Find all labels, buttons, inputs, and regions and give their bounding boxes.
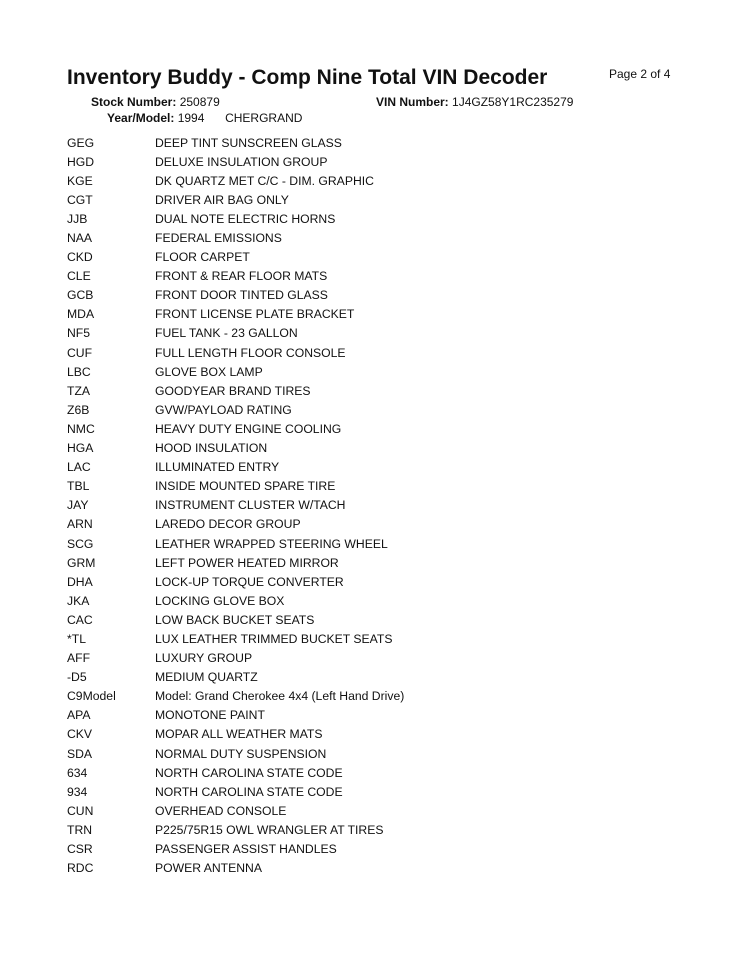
option-description: HEAVY DUTY ENGINE COOLING <box>155 421 342 436</box>
option-code: -D5 <box>67 670 87 685</box>
option-row <box>67 629 687 648</box>
option-description: INSTRUMENT CLUSTER W/TACH <box>155 498 346 513</box>
option-row <box>67 820 687 839</box>
option-description: GLOVE BOX LAMP <box>155 364 263 379</box>
option-row <box>67 248 687 267</box>
option-code: TZA <box>67 383 91 398</box>
option-description: FEDERAL EMISSIONS <box>155 231 282 246</box>
option-code: MDA <box>67 307 95 322</box>
option-description: MONOTONE PAINT <box>155 708 265 723</box>
option-code: C9Model <box>67 689 116 704</box>
model-value: CHERGRAND <box>225 111 303 125</box>
option-code: RDC <box>67 861 94 876</box>
option-code: TRN <box>67 822 93 837</box>
option-code: CLE <box>67 269 91 284</box>
option-row <box>67 209 687 228</box>
option-code: KGE <box>67 173 93 188</box>
option-description: HOOD INSULATION <box>155 441 268 456</box>
option-description: DUAL NOTE ELECTRIC HORNS <box>155 211 336 226</box>
option-description: GOODYEAR BRAND TIRES <box>155 383 311 398</box>
vin-number-value: 1J4GZ58Y1RC235279 <box>452 95 574 109</box>
option-description: GVW/PAYLOAD RATING <box>155 402 292 417</box>
year-model-row <box>107 111 302 125</box>
option-description: P225/75R15 OWL WRANGLER AT TIRES <box>155 822 384 837</box>
option-row <box>67 610 687 629</box>
option-row <box>67 362 687 381</box>
option-description: NORTH CAROLINA STATE CODE <box>155 765 343 780</box>
option-description: FLOOR CARPET <box>155 250 250 265</box>
option-row <box>67 591 687 610</box>
option-description: MEDIUM QUARTZ <box>155 670 258 685</box>
option-description: FULL LENGTH FLOOR CONSOLE <box>155 345 346 360</box>
option-row <box>67 133 687 152</box>
option-description: OVERHEAD CONSOLE <box>155 803 287 818</box>
option-code: NF5 <box>67 326 91 341</box>
option-description: INSIDE MOUNTED SPARE TIRE <box>155 479 336 494</box>
option-code: GCB <box>67 288 94 303</box>
option-code: JKA <box>67 593 90 608</box>
option-code: 634 <box>67 765 88 780</box>
option-code: *TL <box>67 631 86 646</box>
option-description: LOW BACK BUCKET SEATS <box>155 612 315 627</box>
option-code: 934 <box>67 784 88 799</box>
option-description: DEEP TINT SUNSCREEN GLASS <box>155 135 342 150</box>
option-row <box>67 553 687 572</box>
option-row <box>67 706 687 725</box>
stock-number-label: Stock Number: <box>91 95 177 109</box>
stock-number-row <box>91 95 220 109</box>
option-row <box>67 572 687 591</box>
option-row <box>67 152 687 171</box>
option-description: LOCK-UP TORQUE CONVERTER <box>155 574 344 589</box>
option-code: CSR <box>67 842 93 857</box>
option-description: Model: Grand Cherokee 4x4 (Left Hand Drive) <box>155 689 405 704</box>
option-row <box>67 381 687 400</box>
option-row <box>67 839 687 858</box>
option-description: LUXURY GROUP <box>155 651 253 666</box>
option-description: MOPAR ALL WEATHER MATS <box>155 727 323 742</box>
option-description: FUEL TANK - 23 GALLON <box>155 326 298 341</box>
option-row <box>67 744 687 763</box>
option-row <box>67 286 687 305</box>
option-code: JJB <box>67 211 88 226</box>
option-code: JAY <box>67 498 89 513</box>
option-description: NORMAL DUTY SUSPENSION <box>155 746 327 761</box>
option-description: FRONT & REAR FLOOR MATS <box>155 269 328 284</box>
option-description: DRIVER AIR BAG ONLY <box>155 192 289 207</box>
option-row <box>67 324 687 343</box>
option-code: APA <box>67 708 91 723</box>
option-code: CGT <box>67 192 93 207</box>
option-code: LAC <box>67 460 91 475</box>
option-code: NMC <box>67 421 95 436</box>
option-code: AFF <box>67 651 91 666</box>
option-code: NAA <box>67 231 93 246</box>
option-code: SCG <box>67 536 94 551</box>
option-description: DELUXE INSULATION GROUP <box>155 154 328 169</box>
option-row <box>67 228 687 247</box>
option-code: GRM <box>67 555 96 570</box>
option-row <box>67 190 687 209</box>
option-code: TBL <box>67 479 90 494</box>
option-description: NORTH CAROLINA STATE CODE <box>155 784 343 799</box>
option-description: LAREDO DECOR GROUP <box>155 517 301 532</box>
option-code: GEG <box>67 135 95 150</box>
option-code-list <box>67 133 687 878</box>
option-description: LUX LEATHER TRIMMED BUCKET SEATS <box>155 631 393 646</box>
vin-number-label: VIN Number: <box>376 95 449 109</box>
option-row <box>67 343 687 362</box>
stock-number-value: 250879 <box>179 95 220 109</box>
option-row <box>67 419 687 438</box>
option-description: POWER ANTENNA <box>155 861 262 876</box>
option-row <box>67 458 687 477</box>
option-row <box>67 801 687 820</box>
option-row <box>67 477 687 496</box>
page-title: Inventory Buddy - Comp Nine Total VIN Decoder <box>67 66 548 89</box>
option-code: SDA <box>67 746 93 761</box>
year-value: 1994 <box>177 111 205 125</box>
option-row <box>67 496 687 515</box>
option-code: HGD <box>67 154 95 169</box>
vin-number-row <box>376 95 573 109</box>
option-description: DK QUARTZ MET C/C - DIM. GRAPHIC <box>155 173 374 188</box>
year-model-label: Year/Model: <box>107 111 175 125</box>
option-description: LEATHER WRAPPED STEERING WHEEL <box>155 536 388 551</box>
option-code: CUF <box>67 345 93 360</box>
option-row <box>67 515 687 534</box>
option-row <box>67 400 687 419</box>
page-number: Page 2 of 4 <box>609 67 671 81</box>
option-row <box>67 171 687 190</box>
option-description: FRONT LICENSE PLATE BRACKET <box>155 307 355 322</box>
option-description: FRONT DOOR TINTED GLASS <box>155 288 328 303</box>
option-row <box>67 305 687 324</box>
option-row <box>67 649 687 668</box>
option-code: CUN <box>67 803 94 818</box>
option-code: ARN <box>67 517 93 532</box>
option-row <box>67 725 687 744</box>
option-description: PASSENGER ASSIST HANDLES <box>155 842 337 857</box>
option-code: CKD <box>67 250 93 265</box>
option-description: LEFT POWER HEATED MIRROR <box>155 555 339 570</box>
option-code: LBC <box>67 364 91 379</box>
option-code: HGA <box>67 441 94 456</box>
option-code: CAC <box>67 612 93 627</box>
option-row <box>67 267 687 286</box>
option-description: LOCKING GLOVE BOX <box>155 593 285 608</box>
option-code: DHA <box>67 574 93 589</box>
option-description: ILLUMINATED ENTRY <box>155 460 280 475</box>
option-row <box>67 439 687 458</box>
option-row <box>67 668 687 687</box>
option-row <box>67 763 687 782</box>
option-row <box>67 534 687 553</box>
option-row <box>67 859 687 878</box>
option-code: Z6B <box>67 402 90 417</box>
option-code: CKV <box>67 727 93 742</box>
option-row <box>67 782 687 801</box>
option-row <box>67 687 687 706</box>
